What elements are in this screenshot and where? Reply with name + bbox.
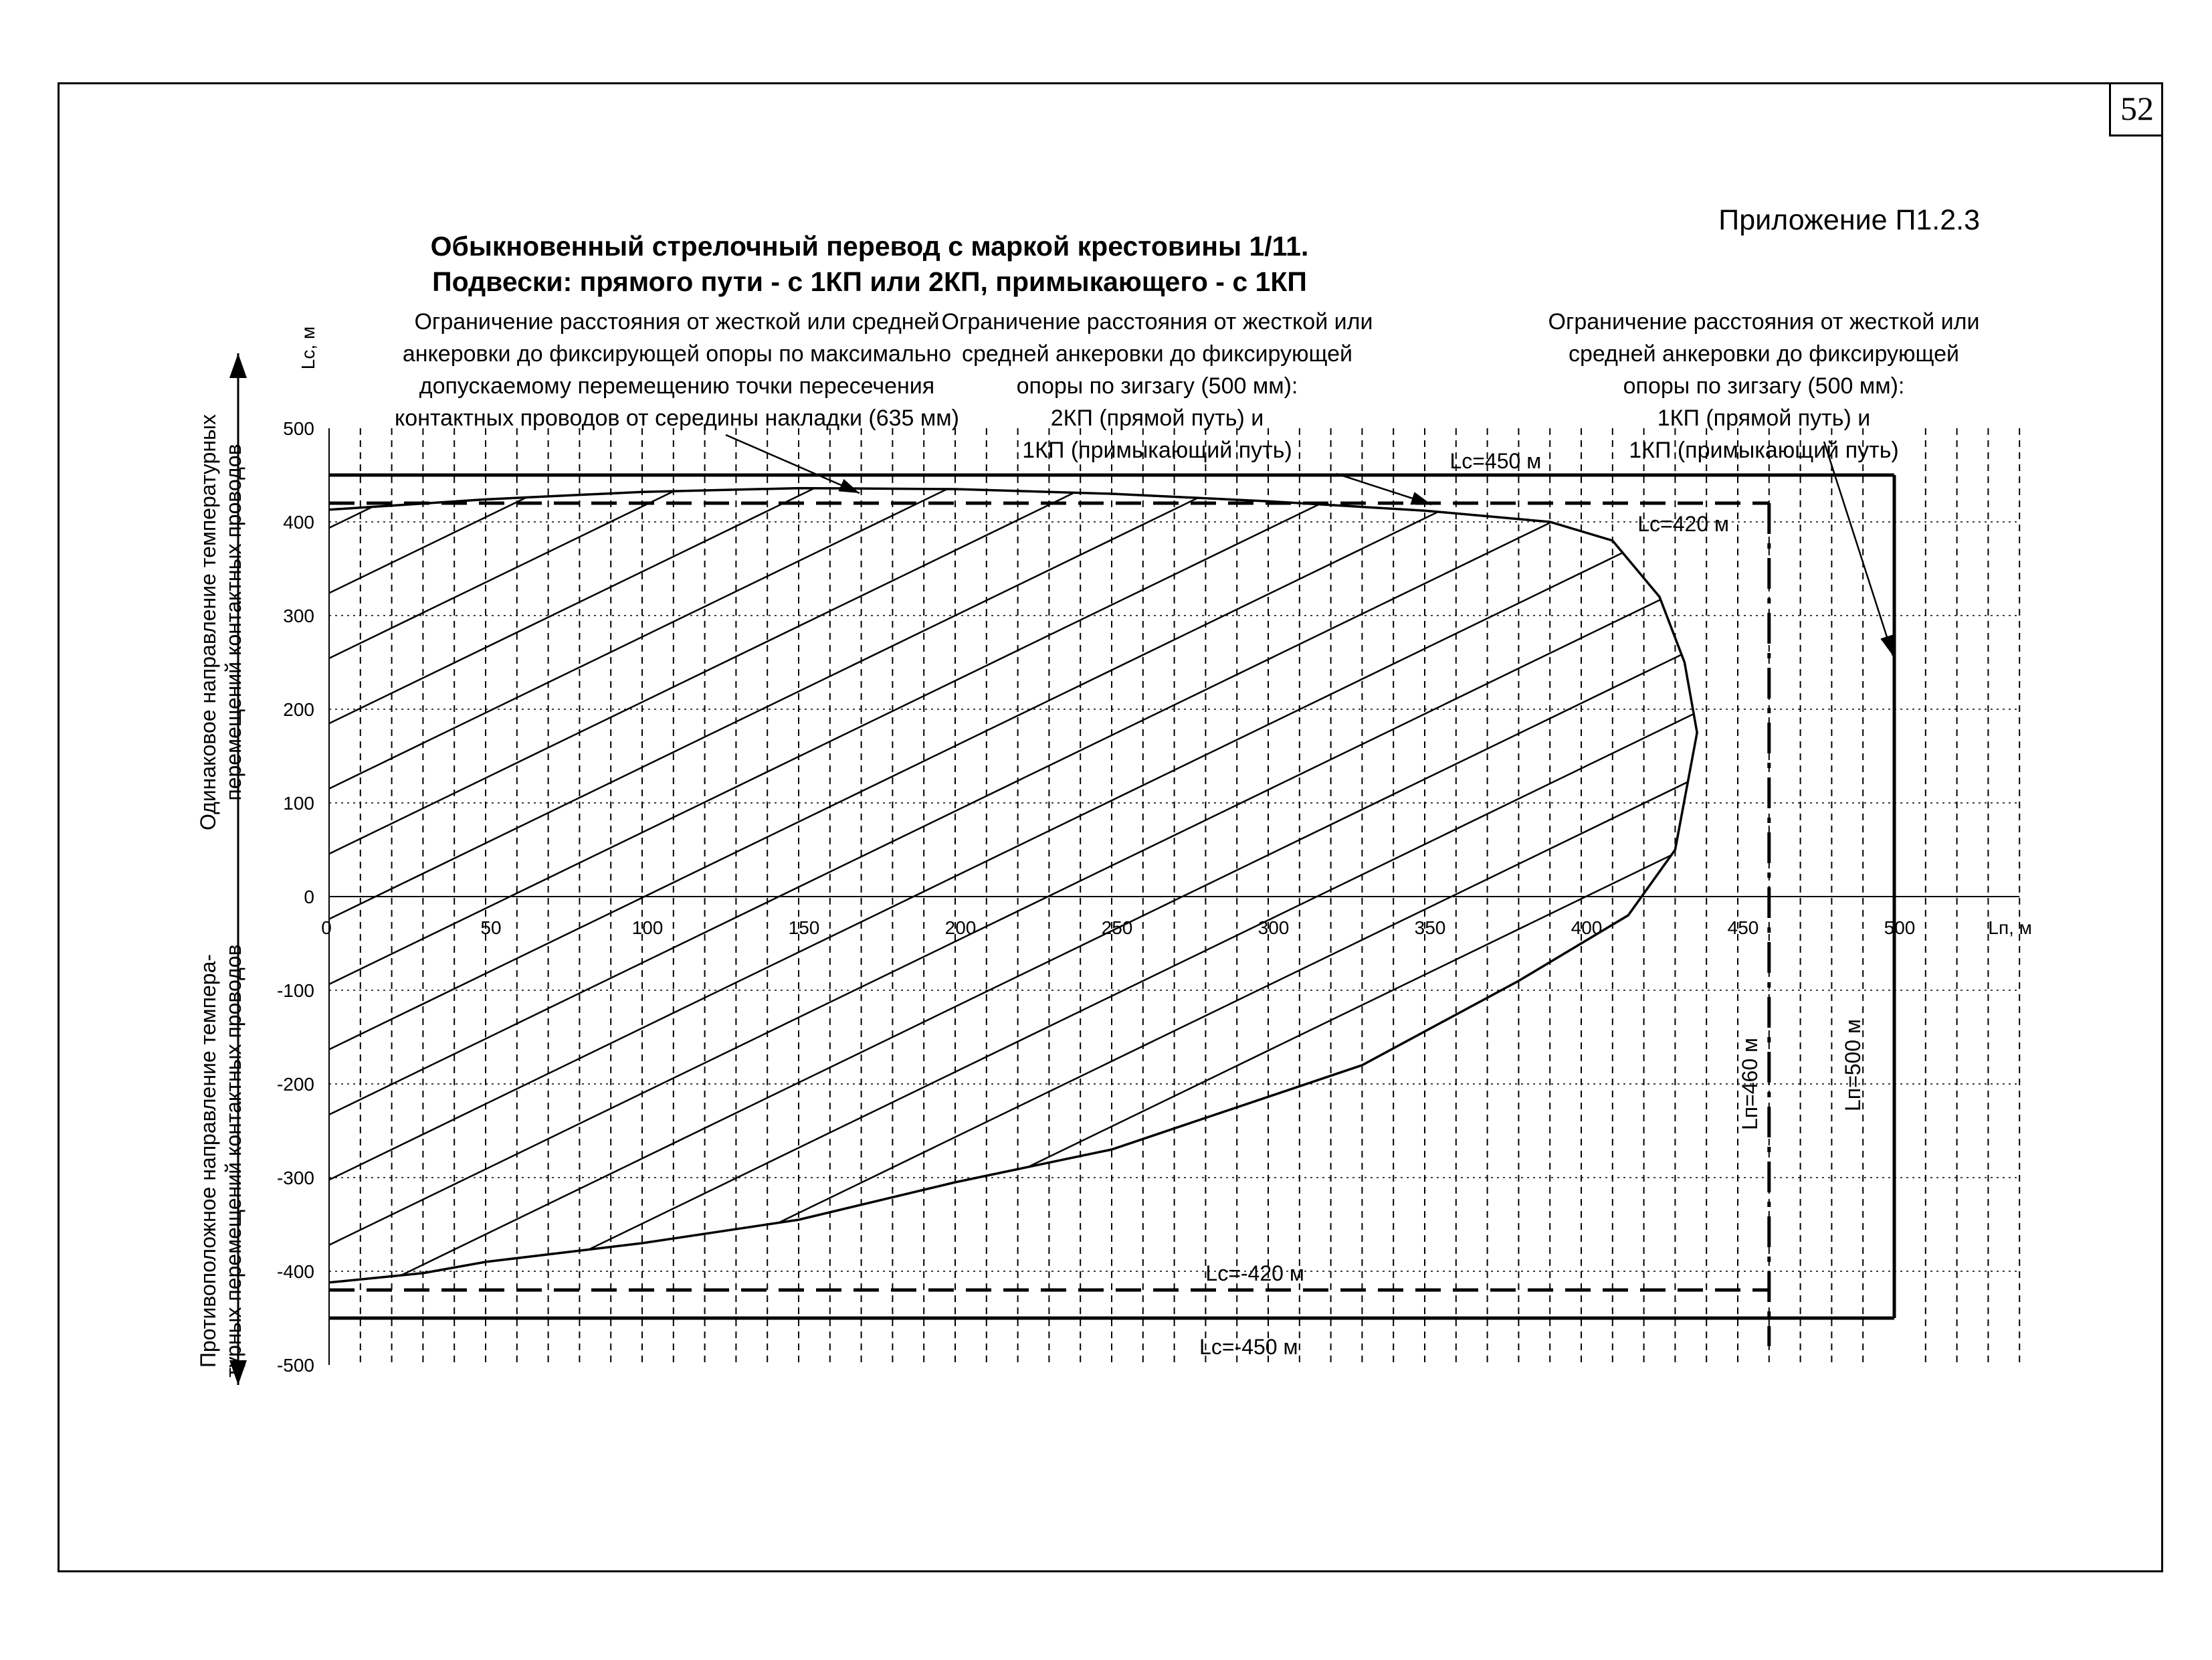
annotation-1: допускаемому перемещению точки пересечения (419, 373, 935, 399)
y-tick-label: 300 (283, 606, 314, 626)
y-tick-label: 100 (283, 793, 314, 814)
x-tick-label: 200 (944, 917, 977, 938)
limit-label: Lc=-420 м (1205, 1261, 1304, 1285)
hatch-line (173, 595, 2207, 1582)
y-tick-label: -100 (276, 980, 314, 1001)
annotation-1: анкеровки до фиксирующей опоры по максимально (402, 341, 952, 367)
annotation-2: 1КП (примыкающий путь) (1022, 438, 1292, 463)
limit-label: Lc=-450 м (1199, 1335, 1298, 1359)
limit-label: Lc=420 м (1637, 512, 1730, 536)
hatch-line (173, 74, 2207, 1060)
y-tick-label: 200 (283, 699, 314, 720)
x-tick-label: 450 (1727, 917, 1759, 938)
hatch-line (173, 660, 2207, 1647)
y-tick-label: 500 (283, 418, 314, 439)
annotation-1-arrow-arrowhead-icon (839, 479, 860, 493)
hatch-line (173, 0, 2207, 800)
hatch-line (173, 0, 2207, 213)
annotation-2: Ограничение расстояния от жесткой или (941, 309, 1373, 335)
annotation-2-arrow-arrowhead-icon (1410, 492, 1431, 504)
annotation-3: Ограничение расстояния от жесткой или (1548, 309, 1980, 335)
y-tick-label: -500 (276, 1355, 314, 1376)
annotation-3-arrow-arrowhead-icon (1880, 634, 1893, 656)
y-tick-label: -400 (276, 1261, 314, 1282)
hatch-line (173, 335, 2207, 1321)
hatch-line (173, 465, 2207, 1451)
hatch-line (173, 9, 2207, 995)
x-tick-label: 0 (321, 917, 332, 938)
annotation-1: контактных проводов от середины накладки (635 мм) (395, 405, 959, 431)
annotation-3: 1КП (прямой путь) и (1657, 405, 1871, 431)
x-axis-label: Lп, м (1988, 917, 2032, 938)
annotation-1-arrow-line (726, 435, 860, 493)
hatch-lines (173, 0, 2207, 1647)
x-tick-label: 100 (631, 917, 664, 938)
hatch-line (173, 0, 2207, 734)
annotation-3: средней анкеровки до фиксирующей (1568, 341, 1960, 367)
chart-subtitle: Подвески: прямого пути - с 1КП или 2КП, примыкающего - с 1КП (432, 266, 1307, 297)
hatch-line (173, 0, 2207, 604)
x-tick-label: 500 (1884, 917, 1916, 938)
hatch-line (173, 0, 2207, 473)
y-tick-label: -200 (276, 1074, 314, 1095)
limit-label: Lп=500 м (1841, 1018, 1866, 1112)
side-label-lower-1: Противоположное направление темпера- (196, 953, 220, 1368)
axes (229, 353, 2019, 1385)
annotation-2: 2КП (прямой путь) и (1050, 405, 1264, 431)
limit-label: Lп=460 м (1737, 1037, 1762, 1131)
hatching (173, 0, 2207, 1647)
hatch-line (173, 139, 2207, 1125)
annotation-3: опоры по зигзагу (500 мм): (1623, 373, 1905, 399)
hatch-line (173, 0, 2207, 930)
side-label-upper-1: Одинаковое направление температурных (196, 413, 220, 831)
page-number: 52 (2109, 82, 2163, 136)
limit-label: Lc=450 м (1449, 449, 1542, 473)
x-tick-label: 50 (480, 917, 502, 938)
chart-title: Обыкновенный стрелочный перевод с маркой крестовины 1/11. (430, 231, 1309, 262)
hatch-line (173, 0, 2207, 278)
appendix-label: Приложение П1.2.3 (1718, 204, 1980, 236)
hatch-line (173, 0, 2207, 147)
x-tick-label: 300 (1258, 917, 1290, 938)
x-tick-label: 150 (788, 917, 820, 938)
y-axis-label: Lс, м (298, 326, 318, 370)
x-tick-label: 350 (1414, 917, 1446, 938)
up-arrow-icon (229, 353, 247, 378)
y-tick-label: 0 (304, 887, 314, 907)
annotation-3: 1КП (примыкающий путь) (1629, 438, 1899, 463)
hatch-line (173, 0, 2207, 343)
annotation-2: средней анкеровки до фиксирующей (961, 341, 1353, 367)
hatch-line (173, 530, 2207, 1516)
hatch-line (173, 399, 2207, 1386)
side-label-upper-2: перемещений контактных проводов (221, 444, 245, 801)
annotation-2: опоры по зигзагу (500 мм): (1016, 373, 1298, 399)
annotation-1: Ограничение расстояния от жесткой или средней (414, 309, 940, 335)
y-tick-label: -300 (276, 1168, 314, 1188)
y-tick-label: 400 (283, 512, 314, 533)
side-label-lower-2: турных перемещений контактных проводов (221, 944, 245, 1378)
tick-labels (196, 327, 2032, 1378)
hatch-line (173, 0, 2207, 82)
x-tick-label: 250 (1101, 917, 1133, 938)
annotations (395, 309, 1979, 656)
hatch-line (173, 0, 2207, 864)
x-tick-label: 400 (1571, 917, 1603, 938)
